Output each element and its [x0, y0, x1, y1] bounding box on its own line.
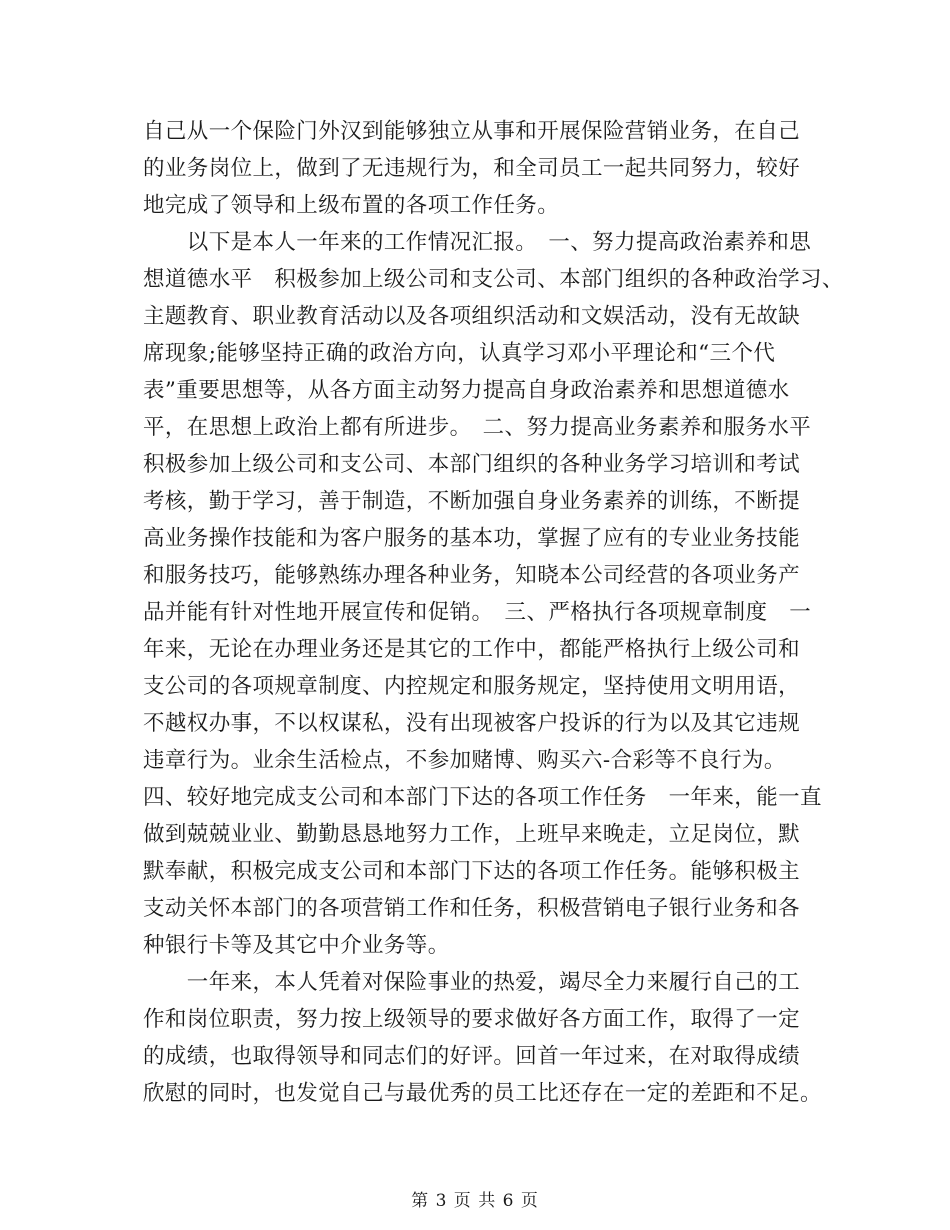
text-line: 和服务技巧，能够熟练办理各种业务，知晓本公司经营的各项业务产 — [143, 563, 801, 588]
text-line: 自己从一个保险门外汉到能够独立从事和开展保险营销业务，在自己 — [143, 119, 801, 144]
text-line: 的业务岗位上，做到了无违规行为，和全司员工一起共同努力，较好 — [143, 156, 801, 181]
text-line: 默奉献，积极完成支公司和本部门下达的各项工作任务。能够积极主 — [143, 859, 801, 884]
text-line: 表”重要思想等，从各方面主动努力提高自身政治素养和思想道德水 — [143, 378, 790, 403]
text-line: 不越权办事，不以权谋私，没有出现被客户投诉的行为以及其它违规 — [143, 711, 801, 736]
text-line: 做到兢兢业业、勤勤恳恳地努力工作，上班早来晚走，立足岗位，默 — [143, 822, 801, 847]
text-line: 平，在思想上政治上都有所进步。 二、努力提高业务素养和服务水平 — [143, 415, 812, 440]
text-line: 支公司的各项规章制度、内控规定和服务规定，坚持使用文明用语， — [143, 674, 801, 699]
text-line: 席现象;能够坚持正确的政治方向，认真学习邓小平理论和“三个代 — [143, 341, 776, 366]
text-line: 支动关怀本部门的各项营销工作和任务，积极营销电子银行业务和各 — [143, 896, 801, 921]
body-text — [143, 113, 844, 1112]
text-line: 一年来，本人凭着对保险事业的热爱，竭尽全力来履行自己的工 — [143, 970, 801, 995]
text-line: 年来，无论在办理业务还是其它的工作中，都能严格执行上级公司和 — [143, 637, 801, 662]
text-line: 考核，勤于学习，善于制造，不断加强自身业务素养的训练，不断提 — [143, 489, 801, 514]
text-line: 的成绩，也取得领导和同志们的好评。回首一年过来，在对取得成绩 — [143, 1044, 801, 1069]
text-line: 想道德水平 积极参加上级公司和支公司、本部门组织的各种政治学习、 — [143, 267, 844, 292]
text-line: 以下是本人一年来的工作情况汇报。 一、努力提高政治素养和思 — [143, 230, 812, 255]
text-line: 品并能有针对性地开展宣传和促销。 三、严格执行各项规章制度 一 — [143, 600, 812, 625]
text-line: 高业务操作技能和为客户服务的基本功，掌握了应有的专业业务技能 — [143, 526, 801, 551]
text-line: 主题教育、职业教育活动以及各项组织活动和文娱活动，没有无故缺 — [143, 304, 801, 329]
text-line: 四、较好地完成支公司和本部门下达的各项工作任务 一年来，能一直 — [143, 785, 822, 810]
text-line: 违章行为。业余生活检点，不参加赌博、购买六-合彩等不良行为。 — [143, 748, 786, 773]
text-line: 地完成了领导和上级布置的各项工作任务。 — [143, 193, 560, 218]
text-line: 积极参加上级公司和支公司、本部门组织的各种业务学习培训和考试 — [143, 452, 801, 477]
text-line: 种银行卡等及其它中介业务等。 — [143, 933, 450, 958]
text-line: 作和岗位职责，努力按上级领导的要求做好各方面工作，取得了一定 — [143, 1007, 801, 1032]
page-number-footer: 第 3 页 共 6 页 — [411, 1191, 539, 1211]
text-line: 欣慰的同时，也发觉自己与最优秀的员工比还存在一定的差距和不足。 — [143, 1081, 822, 1106]
